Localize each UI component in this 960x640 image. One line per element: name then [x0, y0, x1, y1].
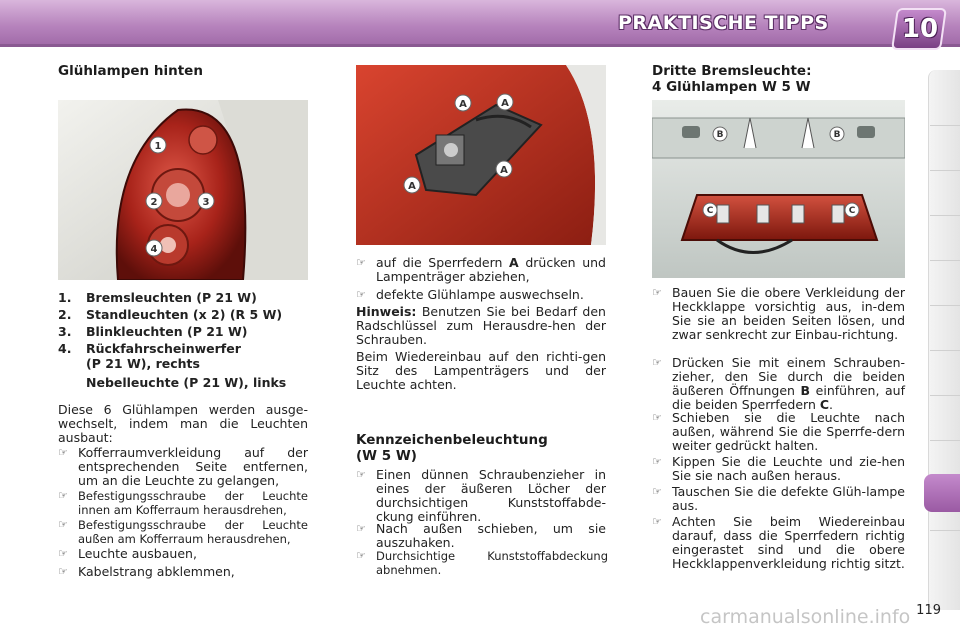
photo-lamp-carrier — [356, 65, 606, 245]
tab-divider — [930, 170, 960, 171]
step-text: Tauschen Sie die defekte Glüh-lampe aus. — [672, 484, 905, 513]
header-stripe — [0, 44, 960, 47]
label-b: B — [800, 383, 811, 398]
photo-label: B — [833, 130, 841, 140]
step-item — [356, 256, 606, 284]
watermark: carmanualsonline.info — [700, 606, 911, 628]
pointing-hand-icon: ☞ — [58, 489, 68, 502]
step-text: Nach außen schieben, um sie auszuhaken. — [376, 521, 606, 550]
step-item — [652, 515, 905, 571]
reinstall-text: Beim Wiedereinbau auf den richti-gen Sitz des Lampenträgers und der Leuchte achten. — [356, 349, 606, 392]
photo-label: 1 — [154, 141, 162, 152]
tab-divider — [930, 305, 960, 306]
step-text: einführen, auf die beiden Sperrfedern — [672, 383, 905, 412]
photo-label: C — [848, 206, 856, 216]
page-number: 119 — [916, 603, 941, 618]
photo-third-brake-light — [652, 100, 905, 278]
label-c: C — [819, 397, 830, 412]
section-heading-rear-bulbs: Glühlampen hinten — [58, 63, 203, 79]
list-number: 2. — [58, 307, 72, 322]
list-number: 4. — [58, 341, 72, 356]
pointing-hand-icon: ☞ — [58, 518, 68, 531]
pointing-hand-icon: ☞ — [356, 256, 366, 269]
list-item — [58, 307, 313, 322]
tab-divider — [930, 395, 960, 396]
step-text: Leuchte ausbauen, — [78, 546, 197, 561]
section-heading-plate-light — [356, 432, 606, 464]
list-text: Bremsleuchten (P 21 W) — [86, 290, 257, 305]
pointing-hand-icon: ☞ — [356, 468, 366, 481]
intro-text: Diese 6 Glühlampen werden ausge-wechselt, indem man die Leuchten ausbaut: — [58, 402, 308, 445]
pointing-hand-icon: ☞ — [356, 288, 366, 301]
step-text: defekte Glühlampe auswechseln. — [376, 287, 584, 302]
tab-divider — [930, 530, 960, 531]
photo-label: A — [408, 181, 416, 192]
photo-label: 3 — [202, 197, 210, 208]
list-item — [58, 375, 313, 390]
step-text: Kippen Sie die Leuchte und zie-hen Sie sie nach außen heraus. — [672, 454, 905, 483]
pointing-hand-icon: ☞ — [652, 286, 662, 299]
step-text: auf die Sperrfedern — [376, 255, 503, 270]
list-item — [58, 290, 313, 305]
tab-divider — [930, 125, 960, 126]
photo-label: A — [500, 165, 508, 176]
list-text: Standleuchten (x 2) (R 5 W) — [86, 307, 283, 322]
list-text: Rückfahrscheinwerfer (P 21 W), rechts — [86, 341, 241, 371]
step-text: Befestigungsschraube der Leuchte außen am Kofferraum herausdrehen, — [78, 518, 308, 546]
tab-divider — [930, 350, 960, 351]
step-item — [58, 446, 308, 488]
step-text: Kofferraumverkleidung auf der entsprechenden Seite entfernen, um an die Leuchte zu gelangen, — [78, 445, 308, 488]
chapter-number: 10 — [901, 14, 939, 44]
step-text: Durchsichtige Kunststoffabdeckung abnehmen. — [376, 549, 608, 577]
step-text: Einen dünnen Schraubenzieher in eines der äußeren Löcher der durchsichtigen Kunststoffabde-ckung einführen. — [376, 467, 606, 524]
step-item — [356, 288, 606, 302]
step-item — [356, 468, 606, 524]
step-item — [652, 411, 905, 453]
step-item — [652, 286, 905, 342]
step-text: Befestigungsschraube der Leuchte innen am Kofferraum herausdrehen, — [78, 489, 308, 517]
heading-line: Dritte Bremsleuchte: — [652, 63, 812, 79]
step-item — [58, 489, 308, 517]
step-text: Achten Sie beim Wiedereinbau darauf, dass die Sperrfedern richtig eingerastet sind und die obere Heckklappenverkleidung richtig sitzt. — [672, 514, 905, 571]
step-text: Bauen Sie die obere Verkleidung der Heckklappe vorsichtig aus, in-dem Sie sie an beiden Seiten lösen, und zwar senkrecht zur Einbau-richtung. — [672, 285, 905, 342]
page-title: PRAKTISCHE TIPPS — [618, 12, 829, 34]
heading-line: (W 5 W) — [356, 448, 417, 464]
step-text: Drücken Sie mit einem Schrauben-zieher, den Sie durch die beiden äußeren Öffnungen — [672, 355, 905, 398]
step-item — [58, 518, 308, 546]
list-number: 3. — [58, 324, 72, 339]
heading-line: Kennzeichenbeleuchtung — [356, 432, 548, 448]
heading-line: 4 Glühlampen W 5 W — [652, 79, 811, 95]
photo-label: B — [716, 130, 724, 140]
punctuation: . — [829, 397, 834, 412]
list-item — [58, 324, 313, 339]
step-item — [652, 485, 905, 513]
step-item — [58, 547, 308, 561]
bulb-list — [58, 290, 313, 392]
step-item — [652, 455, 905, 483]
list-number: 1. — [58, 290, 72, 305]
pointing-hand-icon: ☞ — [652, 515, 662, 528]
tab-divider — [930, 260, 960, 261]
pointing-hand-icon: ☞ — [356, 549, 366, 562]
step-text: Schieben sie die Leuchte nach außen, während Sie die Sperrfe-dern weiter gedrückt halten. — [672, 410, 905, 453]
hint-text — [356, 305, 606, 347]
list-text: Blinkleuchten (P 21 W) — [86, 324, 248, 339]
photo-label: C — [706, 206, 714, 216]
chapter-tab-rail — [928, 70, 960, 610]
pointing-hand-icon: ☞ — [356, 522, 366, 535]
pointing-hand-icon: ☞ — [58, 565, 68, 578]
section-heading-third-brake — [652, 63, 907, 95]
step-item — [652, 356, 905, 412]
list-item — [58, 341, 313, 371]
list-text: Nebelleuchte (P 21 W), links — [86, 375, 287, 390]
tab-divider — [930, 215, 960, 216]
photo-rear-lamp — [58, 100, 308, 280]
pointing-hand-icon: ☞ — [652, 455, 662, 468]
pointing-hand-icon: ☞ — [58, 547, 68, 560]
photo-label: A — [501, 98, 509, 109]
pointing-hand-icon: ☞ — [58, 446, 68, 459]
step-item — [58, 565, 308, 579]
photo-label: 2 — [150, 197, 158, 208]
pointing-hand-icon: ☞ — [652, 356, 662, 369]
hint-body: Benutzen Sie bei Bedarf den Radschlüssel zum Herausdre-hen der Schrauben. — [356, 304, 606, 347]
chapter-tab-active[interactable] — [924, 474, 960, 512]
tab-divider — [930, 440, 960, 441]
hint-label: Hinweis: — [356, 304, 417, 319]
photo-label: A — [459, 99, 467, 110]
step-item — [356, 549, 608, 577]
pointing-hand-icon: ☞ — [652, 485, 662, 498]
step-item — [356, 522, 606, 550]
label-a: A — [509, 255, 519, 270]
step-text: drücken und Lampenträger abziehen, — [376, 255, 606, 284]
step-text: Kabelstrang abklemmen, — [78, 564, 235, 579]
photo-label: 4 — [150, 244, 158, 255]
pointing-hand-icon: ☞ — [652, 411, 662, 424]
